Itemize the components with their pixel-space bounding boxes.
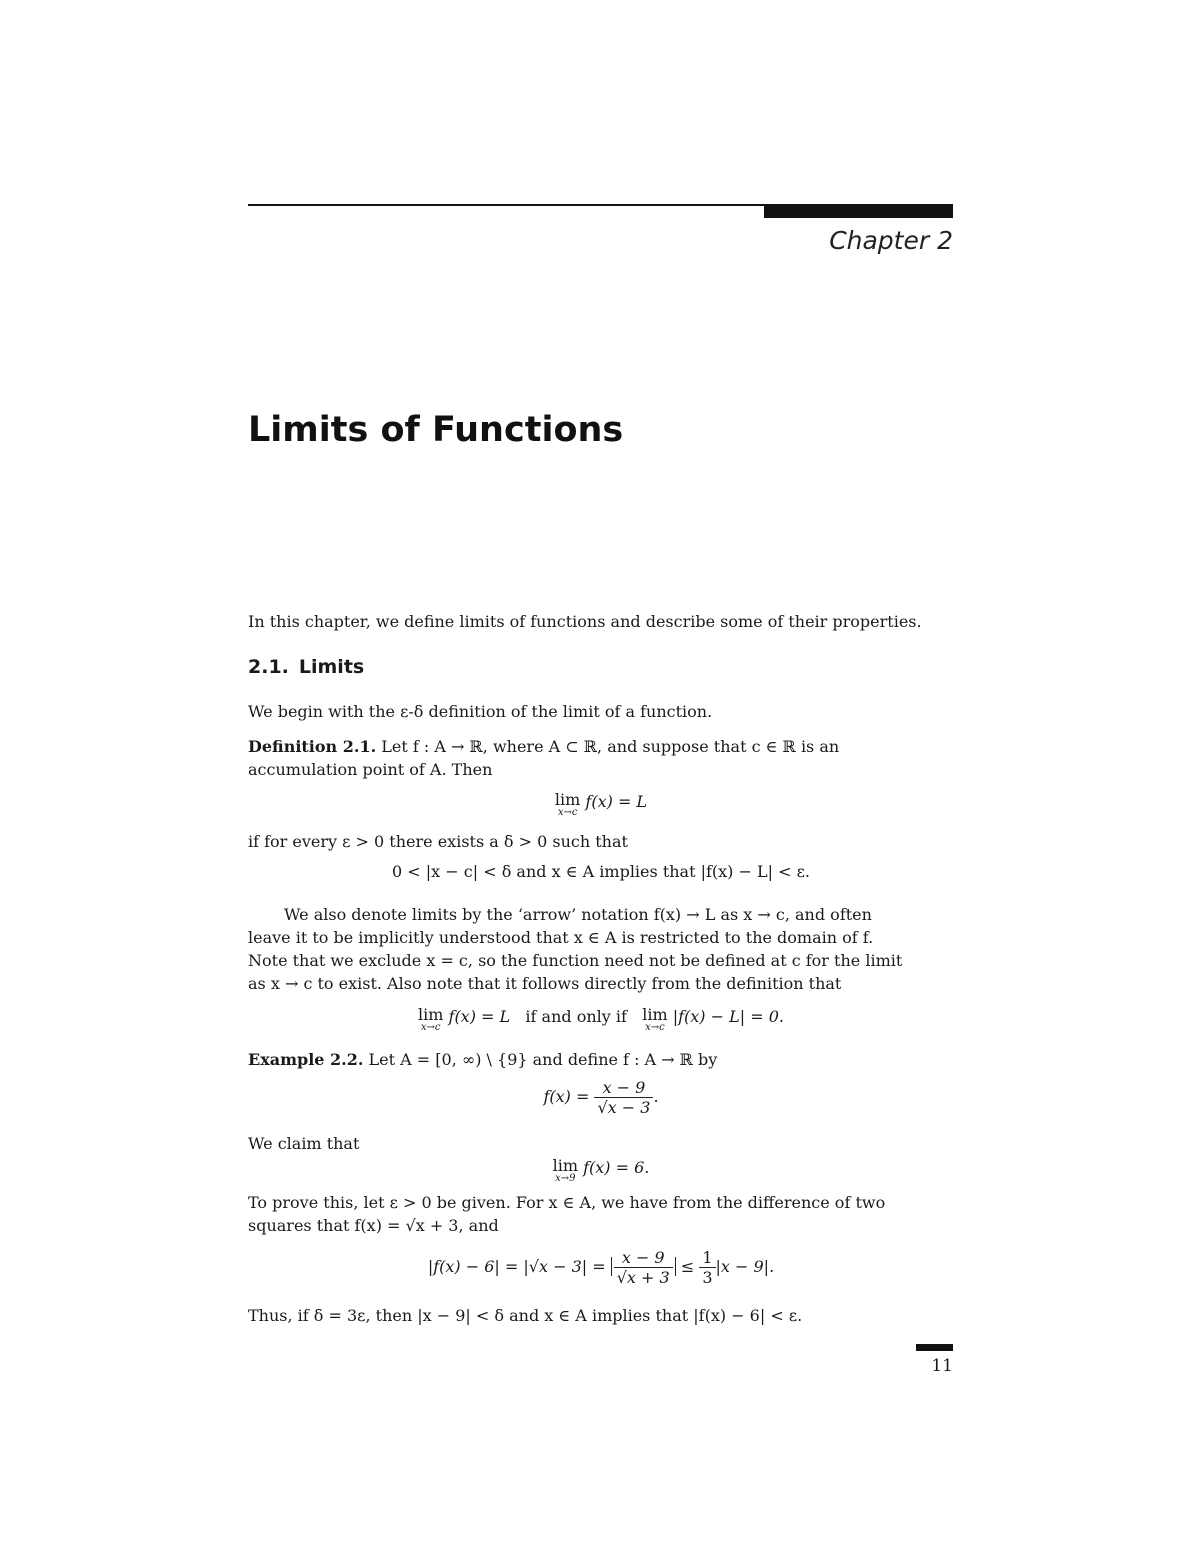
conclusion-text: Thus, if δ = 3ε, then |x − 9| < δ and x ∈ A implies that |f(x) − 6| < ε. (248, 1306, 803, 1325)
estimate-fraction (614, 1248, 673, 1287)
claim-display (248, 1158, 954, 1184)
intro-paragraph: In this chapter, we define limits of functions and describe some of their properties. (248, 612, 922, 631)
definition-text-3: if for every ε > 0 there exists a δ > 0 such that (248, 832, 628, 851)
lim-word: lim (554, 790, 581, 809)
paragraph-2-line: Note that we exclude x = c, so the function need not be defined at c for the limit (248, 951, 903, 970)
equivalence-connector: if and only if (525, 1007, 627, 1026)
claim-text: We claim that (248, 1134, 360, 1153)
lim-word: lim (552, 1156, 579, 1175)
definition-block (248, 735, 954, 781)
page-number: 11 (931, 1356, 953, 1376)
section-title: Limits (298, 656, 365, 678)
footer-bar (916, 1344, 953, 1351)
leq-symbol: ≤ (680, 1257, 695, 1276)
lim-word: lim (642, 1005, 668, 1024)
fraction-denominator: √x + 3 (616, 1268, 670, 1287)
header-rule-thick (764, 204, 953, 218)
lim-word: lim (418, 1005, 444, 1024)
paragraph-2 (248, 903, 954, 995)
estimate-display (248, 1248, 954, 1287)
proof-line-1: To prove this, let ε > 0 be given. For x ∈ A, we have from the difference of two (248, 1193, 886, 1212)
fraction-numerator: x − 9 (594, 1078, 653, 1098)
estimate-right: |x − 9|. (715, 1257, 775, 1276)
paragraph-2-line: as x → c to exist. Also note that it follows directly from the definition that (248, 974, 842, 993)
definition-display-1 (248, 792, 954, 818)
fraction-denominator: 3 (702, 1268, 713, 1287)
paragraph-2-line: We also denote limits by the ‘arrow’ notation f(x) → L as x → c, and often (284, 905, 872, 924)
paragraph-2-line: leave it to be implicitly understood that x ∈ A is restricted to the domain of f. (248, 928, 874, 947)
lim-subscript: x→c (645, 1022, 665, 1033)
equivalence-display (248, 1007, 954, 1033)
equivalence-left: f(x) = L (448, 1007, 511, 1026)
paragraph-1: We begin with the ε-δ definition of the limit of a function. (248, 702, 713, 721)
function-fraction (594, 1078, 653, 1117)
header-rule (248, 204, 764, 206)
estimate-left: |f(x) − 6| = |√x − 3| = (427, 1257, 606, 1276)
fraction-numerator: 1 (699, 1248, 715, 1268)
proof-paragraph (248, 1191, 954, 1237)
function-definition-display: f(x) = $\frac{x - 9}{√x - 3}$ . (543, 1078, 659, 1117)
definition-display-2: 0 < |x − c| < δ and x ∈ A implies that |f(x) − L| < ε. (392, 862, 810, 881)
fraction-denominator: √x − 3 (597, 1098, 651, 1117)
claim-expression: f(x) = 6. (583, 1158, 650, 1177)
proof-line-2: squares that f(x) = √x + 3, and (248, 1216, 499, 1235)
chapter-label: Chapter 2 (829, 226, 953, 255)
example-heading (248, 1048, 954, 1071)
section-number: 2.1. (248, 656, 289, 678)
chapter-title: Limits of Functions (248, 410, 624, 450)
example-label: Example 2.2. (248, 1050, 364, 1069)
definition-text-2: accumulation point of A. Then (248, 760, 493, 779)
definition-label: Definition 2.1. (248, 737, 377, 756)
section-heading (248, 656, 364, 678)
fraction-numerator: x − 9 (614, 1248, 673, 1268)
one-third-fraction (699, 1248, 715, 1287)
equivalence-right: |f(x) − L| = 0. (672, 1007, 784, 1026)
lim-subscript: x→c (420, 1022, 441, 1033)
example-text: Let A = [0, ∞) \ {9} and define f : A → ℝ by (368, 1050, 718, 1069)
lim-subscript: x→9 (555, 1173, 576, 1184)
definition-text-1: Let f : A → ℝ, where A ⊂ ℝ, and suppose that c ∈ ℝ is an (381, 737, 840, 756)
function-lhs: f(x) = (543, 1087, 590, 1106)
limit-expression: f(x) = L (585, 792, 648, 811)
lim-subscript: x→c (557, 807, 578, 818)
